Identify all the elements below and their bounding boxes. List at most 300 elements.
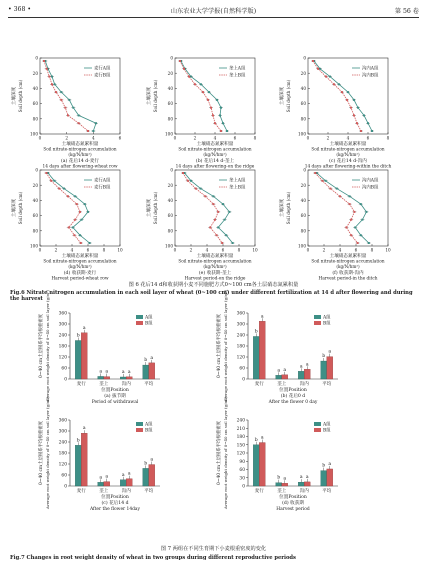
data-point <box>204 195 206 197</box>
panel-caption-cn: (d) 收获期-麦行 <box>63 271 97 276</box>
data-point <box>341 91 343 93</box>
x-axis-label-cn: 土壤硝态氮累积量 <box>329 142 367 147</box>
data-point <box>76 203 78 205</box>
data-point <box>202 91 204 93</box>
data-point <box>74 195 76 197</box>
x-tick-label: 4 <box>338 247 342 253</box>
legend-label-a: 垄上A组 <box>229 66 246 72</box>
fig6-panel-b <box>141 48 271 168</box>
y-tick-label: 30 <box>239 476 245 482</box>
y-tick-label: 40 <box>300 86 306 91</box>
y-tick-label: 60 <box>239 468 245 474</box>
y-tick-label: 210 <box>236 426 245 432</box>
series-a-line <box>45 61 96 131</box>
series-a-line <box>185 173 233 243</box>
sig-letter-a: a <box>99 369 103 375</box>
bar-a <box>143 468 149 486</box>
y-tick-label: 0 <box>64 377 67 383</box>
category-label: 沟内 <box>299 382 309 387</box>
category-label: 平均 <box>322 382 332 387</box>
x-axis-label: 位置Position <box>279 495 307 500</box>
y-tick-label: 300 <box>58 322 67 328</box>
y-tick-label: 40 <box>300 198 306 203</box>
panel-caption-cn: (e) 收获期-垄上 <box>198 271 232 276</box>
x-tick-label: 6 <box>86 247 90 253</box>
bar-a <box>253 336 259 379</box>
data-point <box>220 130 222 132</box>
data-point <box>353 114 355 116</box>
y-tick-label: 240 <box>236 333 245 339</box>
sig-letter-b: a <box>305 362 309 368</box>
x-tick-label: 6 <box>221 247 225 253</box>
data-point <box>217 226 219 228</box>
bar-b <box>81 433 87 486</box>
data-point <box>183 68 185 70</box>
sig-letter-b: a <box>82 426 86 432</box>
legend-label-a: 沟内A组 <box>362 178 379 184</box>
sig-letter-b: a <box>328 349 332 355</box>
y-axis-label-cn: 土壤深度 <box>147 86 152 106</box>
legend-label-b: 麦行B组 <box>94 73 111 79</box>
x-axis-unit: (kg/N/hm²) <box>68 264 92 269</box>
sig-letter-a: b <box>322 463 326 469</box>
x-axis-label-en: Soil nitrate-nitrogen accumulation <box>43 146 117 152</box>
data-point <box>179 60 181 62</box>
bar-b <box>104 377 110 379</box>
panel-caption-en: Period of withdrawal <box>91 400 139 405</box>
y-tick-label: 240 <box>58 440 67 446</box>
y-axis-label-cn: 0~40 cm土层根系平均根重密度 <box>217 314 222 378</box>
y-tick-label: 20 <box>32 182 38 188</box>
data-point <box>78 114 80 116</box>
sig-letter-a: a <box>277 368 281 374</box>
legend-swatch-b <box>314 321 321 325</box>
category-label: 沟内 <box>299 489 309 494</box>
y-axis-label-en: Average root weight density of 0~40 cm soil layer (g/m³) <box>223 396 228 510</box>
legend-label-b: B组 <box>323 321 331 327</box>
fig7-plot-b <box>198 289 358 419</box>
data-point <box>200 83 202 85</box>
data-point <box>194 83 196 85</box>
legend-label-a: 沟内A组 <box>362 66 379 72</box>
y-tick-label: 0 <box>64 484 67 490</box>
x-tick-label: 6 <box>233 135 237 141</box>
series-b-line <box>46 173 80 243</box>
category-label: 垄上 <box>99 382 109 387</box>
legend-swatch-b <box>136 428 143 432</box>
data-point <box>78 122 80 124</box>
x-axis-label-cn: 土壤硝态氮累积量 <box>329 254 367 259</box>
sig-letter-b: a <box>283 476 287 482</box>
data-point <box>222 122 224 124</box>
legend-label-b: B组 <box>323 428 331 434</box>
data-point <box>216 99 218 101</box>
sig-letter-b: a <box>283 367 287 373</box>
bar-b <box>126 479 132 486</box>
data-point <box>55 91 57 93</box>
sig-letter-a: b <box>144 461 148 467</box>
bar-a <box>120 377 126 379</box>
data-point <box>79 234 81 236</box>
x-tick-label: 0 <box>306 135 310 141</box>
y-tick-label: 60 <box>167 101 173 107</box>
data-point <box>48 76 50 78</box>
y-axis-label-en: Average root weight density of 0~40 cm soil layer (g/m³) <box>45 396 50 510</box>
data-point <box>182 172 184 174</box>
x-tick-label: 8 <box>386 135 390 141</box>
series-a-line <box>48 173 90 243</box>
bar-a <box>298 482 304 486</box>
sig-letter-b: a <box>260 435 264 441</box>
data-point <box>338 83 340 85</box>
sig-letter-b: a <box>150 457 154 463</box>
y-tick-label: 20 <box>32 70 38 76</box>
bar-a <box>75 341 81 380</box>
sig-letter-a: b <box>322 354 326 360</box>
bar-b <box>327 469 333 486</box>
sig-letter-b: a <box>127 369 131 375</box>
y-tick-label: 360 <box>58 418 67 424</box>
y-tick-label: 100 <box>298 243 306 249</box>
data-point <box>321 180 323 182</box>
legend-label-a: 麦行A组 <box>94 66 111 72</box>
y-tick-label: 80 <box>167 228 173 234</box>
series-b-line <box>180 61 221 131</box>
category-label: 平均 <box>144 382 154 387</box>
y-tick-label: 100 <box>30 131 38 137</box>
category-label: 平均 <box>144 489 154 494</box>
legend-label-b: 沟内B组 <box>362 185 379 191</box>
legend-swatch-b <box>136 321 143 325</box>
fig6-plot-c <box>274 48 404 168</box>
category-label: 沟内 <box>121 382 131 387</box>
x-tick-label: 2 <box>326 135 330 141</box>
data-point <box>58 188 60 190</box>
data-point <box>210 107 212 109</box>
category-label: 麦行 <box>254 489 264 494</box>
data-point <box>325 180 327 182</box>
data-point <box>64 107 66 109</box>
y-tick-label: 60 <box>32 213 38 219</box>
y-tick-label: 80 <box>300 116 306 122</box>
bar-b <box>259 443 265 486</box>
x-axis-label: 位置Position <box>101 495 129 500</box>
y-tick-label: 240 <box>236 418 245 424</box>
bar-b <box>104 482 110 486</box>
y-tick-label: 0 <box>242 377 245 383</box>
category-label: 垄上 <box>277 489 287 494</box>
bar-b <box>81 333 87 379</box>
x-axis-unit: (kg/N/hm²) <box>336 264 360 269</box>
legend-swatch-b <box>314 428 321 432</box>
x-tick-label: 10 <box>385 247 391 253</box>
x-tick-label: 0 <box>306 247 310 253</box>
y-tick-label: 80 <box>32 228 38 234</box>
data-point <box>207 99 209 101</box>
y-tick-label: 0 <box>303 167 306 173</box>
legend-label-b: B组 <box>145 428 153 434</box>
y-axis-label-cn: 土壤深度 <box>12 86 17 106</box>
panel-caption-cn: (c) 花后14 d-沟内 <box>329 159 367 164</box>
y-tick-label: 80 <box>167 116 173 122</box>
x-axis-label-en: Soil nitrate-nitrogen accumulation <box>178 146 252 152</box>
data-point <box>84 203 86 205</box>
fig6-plot-f <box>274 160 404 280</box>
y-tick-label: 0 <box>170 167 173 173</box>
sig-letter-b: a <box>328 461 332 467</box>
data-point <box>350 107 352 109</box>
bar-a <box>276 375 282 379</box>
y-axis-label-cn: 土壤深度 <box>147 198 152 218</box>
fig7-caption-en: Fig.7 Changes in root weight density of wheat in two groups during different reproductive periods <box>10 555 296 561</box>
y-tick-label: 60 <box>32 101 38 107</box>
bar-b <box>282 483 288 486</box>
data-point <box>367 122 369 124</box>
bar-a <box>298 371 304 379</box>
fig6-caption-en: Fig.6 Nitrate nitrogen accumulation in each soil layer of wheat (0~100 cm) under different fertilization at 14 d after flowering and during the harvest <box>10 290 413 303</box>
x-tick-label: 4 <box>70 247 74 253</box>
data-point <box>221 242 223 244</box>
data-point <box>219 114 221 116</box>
data-point <box>224 219 226 221</box>
data-point <box>63 188 65 190</box>
data-point <box>216 234 218 236</box>
y-axis-label-en: Soil depth (cm) <box>286 79 291 113</box>
x-axis-label-cn: 土壤硝态氮累积量 <box>61 254 99 259</box>
y-tick-label: 0 <box>35 167 38 173</box>
panel-caption-cn: (c) 花后14 d <box>101 501 129 506</box>
legend-label-a: A组 <box>145 422 153 428</box>
data-point <box>225 234 227 236</box>
data-point <box>79 211 81 213</box>
panel-caption-cn: (d) 收获期 <box>282 501 304 506</box>
category-label: 平均 <box>322 489 332 494</box>
data-point <box>67 195 69 197</box>
data-point <box>220 107 222 109</box>
fig6-caption-cn: 图 6 花后14 d和收获期小麦不同施肥方式0~100 cm各土层硝态氮累积量 <box>128 282 299 288</box>
y-tick-label: 360 <box>236 311 245 317</box>
data-point <box>354 226 356 228</box>
data-point <box>73 234 75 236</box>
x-tick-label: 8 <box>102 247 106 253</box>
y-tick-label: 40 <box>32 198 38 203</box>
x-axis-label-cn: 土壤硝态氮累积量 <box>196 254 234 259</box>
y-tick-label: 60 <box>61 366 67 372</box>
category-label: 麦行 <box>76 489 86 494</box>
series-b-line <box>315 173 357 243</box>
x-tick-label: 4 <box>205 247 209 253</box>
y-tick-label: 20 <box>300 182 306 188</box>
bar-b <box>327 357 333 379</box>
x-tick-label: 4 <box>213 135 217 141</box>
fig6-panel-e <box>141 160 271 280</box>
y-axis-label-cn: 土壤深度 <box>12 198 17 218</box>
y-tick-label: 60 <box>300 213 306 219</box>
x-tick-label: 0 <box>38 135 42 141</box>
data-point <box>329 188 331 190</box>
legend-swatch-a <box>314 315 321 319</box>
y-tick-label: 120 <box>58 355 67 361</box>
bar-a <box>98 482 104 486</box>
data-point <box>87 130 89 132</box>
sig-letter-b: a <box>105 369 109 375</box>
y-tick-label: 20 <box>167 182 173 188</box>
sig-letter-a: b <box>254 437 258 443</box>
y-tick-label: 300 <box>58 429 67 435</box>
sig-letter-a: b <box>76 438 80 444</box>
data-point <box>190 180 192 182</box>
data-point <box>339 195 341 197</box>
data-point <box>357 242 359 244</box>
y-tick-label: 120 <box>236 355 245 361</box>
y-axis-label-cn: 0~40 cm土层根系平均根重密度 <box>39 421 44 485</box>
data-point <box>200 188 202 190</box>
x-tick-label: 2 <box>65 135 69 141</box>
data-point <box>349 203 351 205</box>
y-tick-label: 0 <box>242 484 245 490</box>
series-b-line <box>44 61 88 131</box>
legend-label-a: A组 <box>323 315 331 321</box>
data-point <box>317 68 319 70</box>
sig-letter-a: b <box>144 358 148 364</box>
panel-caption-en: Harvest period-wheat row <box>51 276 109 282</box>
data-point <box>187 180 189 182</box>
x-tick-label: 4 <box>91 135 95 141</box>
data-point <box>60 99 62 101</box>
sig-letter-a: a <box>299 364 303 370</box>
legend-label-b: 垄上B组 <box>229 185 246 191</box>
x-axis-label-cn: 土壤硝态氮累积量 <box>61 142 99 147</box>
data-point <box>51 83 53 85</box>
data-point <box>95 122 97 124</box>
legend-swatch-a <box>136 315 143 319</box>
panel-caption-cn: (f) 收获期-沟内 <box>332 271 364 276</box>
panel-caption-en: Harvest period-in the ditch <box>318 276 378 282</box>
y-tick-label: 180 <box>58 344 67 350</box>
data-point <box>350 219 352 221</box>
data-point <box>222 203 224 205</box>
data-point <box>353 211 355 213</box>
y-tick-label: 360 <box>58 311 67 317</box>
data-point <box>212 203 214 205</box>
x-tick-label: 6 <box>354 247 358 253</box>
bar-b <box>149 363 155 379</box>
fig6-plot-d <box>6 160 136 280</box>
panel-caption-en: 14 days after flowering-wheat row <box>42 164 118 170</box>
data-point <box>212 114 214 116</box>
x-axis-unit: (kg/N/hm²) <box>68 152 92 157</box>
data-point <box>68 99 70 101</box>
y-tick-label: 100 <box>165 131 173 137</box>
bar-a <box>120 480 126 486</box>
category-label: 沟内 <box>121 489 131 494</box>
y-tick-label: 150 <box>236 443 245 449</box>
sig-letter-a: b <box>76 333 80 339</box>
data-point <box>347 91 349 93</box>
y-tick-label: 60 <box>300 101 306 107</box>
data-point <box>92 130 94 132</box>
x-tick-label: 6 <box>118 135 122 141</box>
x-axis-label: 位置Position <box>279 388 307 393</box>
y-tick-label: 20 <box>300 70 306 76</box>
y-tick-label: 100 <box>298 131 306 137</box>
legend-label-b: 沟内B组 <box>362 73 379 79</box>
panel-caption-cn: (b) 花后14 d-垄上 <box>195 159 235 164</box>
data-point <box>43 60 45 62</box>
x-tick-label: 2 <box>322 247 326 253</box>
y-axis-label-en: Soil depth (cm) <box>18 191 23 225</box>
data-point <box>353 99 355 101</box>
x-axis-label-en: Soil nitrate-nitrogen accumulation <box>311 146 385 152</box>
panel-caption-cn: (b) 花后0 d <box>280 394 306 399</box>
data-point <box>360 130 362 132</box>
category-label: 麦行 <box>76 382 86 387</box>
y-axis-label-en: Soil depth (cm) <box>153 191 158 225</box>
x-axis-unit: (kg/N/hm²) <box>336 152 360 157</box>
sig-letter-b: a <box>105 474 109 480</box>
fig7-caption-cn: 图 7 两组在不同生育期下小麦根重密度的变化 <box>160 546 267 552</box>
panel-caption-en: After the flower 14day <box>89 507 141 512</box>
fig6-plot-e <box>141 160 271 280</box>
x-tick-label: 2 <box>54 247 58 253</box>
page-number: • 368 • <box>8 6 32 13</box>
data-point <box>72 107 74 109</box>
legend-label-b: B组 <box>145 321 153 327</box>
y-tick-label: 240 <box>58 333 67 339</box>
sig-letter-a: a <box>99 475 103 481</box>
data-point <box>60 91 62 93</box>
sig-letter-b: a <box>150 355 154 361</box>
y-tick-label: 60 <box>167 213 173 219</box>
legend-label-a: 垄上A组 <box>229 178 246 184</box>
data-point <box>89 242 91 244</box>
legend-label-b: 垄上B组 <box>229 73 246 79</box>
fig6-panel-f <box>274 160 404 280</box>
y-tick-label: 0 <box>303 55 306 61</box>
x-axis-label-en: Soil nitrate-nitrogen accumulation <box>311 258 385 264</box>
y-tick-label: 100 <box>30 243 38 249</box>
category-label: 麦行 <box>254 382 264 387</box>
y-tick-label: 120 <box>58 462 67 468</box>
y-tick-label: 180 <box>58 451 67 457</box>
y-axis-label-en: Average root weight density of 0~40 cm soil layer (g/m³) <box>223 289 228 403</box>
bar-b <box>304 369 310 379</box>
volume-label: 第 56 卷 <box>394 8 419 15</box>
data-point <box>212 195 214 197</box>
fig7-panel-b <box>198 289 358 419</box>
bar-b <box>149 465 155 486</box>
data-point <box>345 226 347 228</box>
x-axis-label-en: Soil nitrate-nitrogen accumulation <box>43 258 117 264</box>
fig6-plot-b <box>141 48 271 168</box>
x-tick-label: 0 <box>173 247 177 253</box>
y-axis-label-en: Soil depth (cm) <box>18 79 23 113</box>
x-axis-label-cn: 土壤硝态氮累积量 <box>196 142 234 147</box>
data-point <box>356 122 358 124</box>
data-point <box>50 180 52 182</box>
panel-caption-en: 14 days after flowering-on the ridge <box>175 164 255 170</box>
data-point <box>312 60 314 62</box>
series-b-line <box>313 61 361 131</box>
fig6-panel-c <box>274 48 404 168</box>
data-point <box>360 203 362 205</box>
y-axis-label-en: Soil depth (cm) <box>286 191 291 225</box>
x-tick-label: 2 <box>189 247 193 253</box>
sig-letter-b: a <box>260 314 264 320</box>
y-tick-label: 80 <box>300 228 306 234</box>
y-tick-label: 40 <box>167 198 173 203</box>
series-b-line <box>183 173 222 243</box>
